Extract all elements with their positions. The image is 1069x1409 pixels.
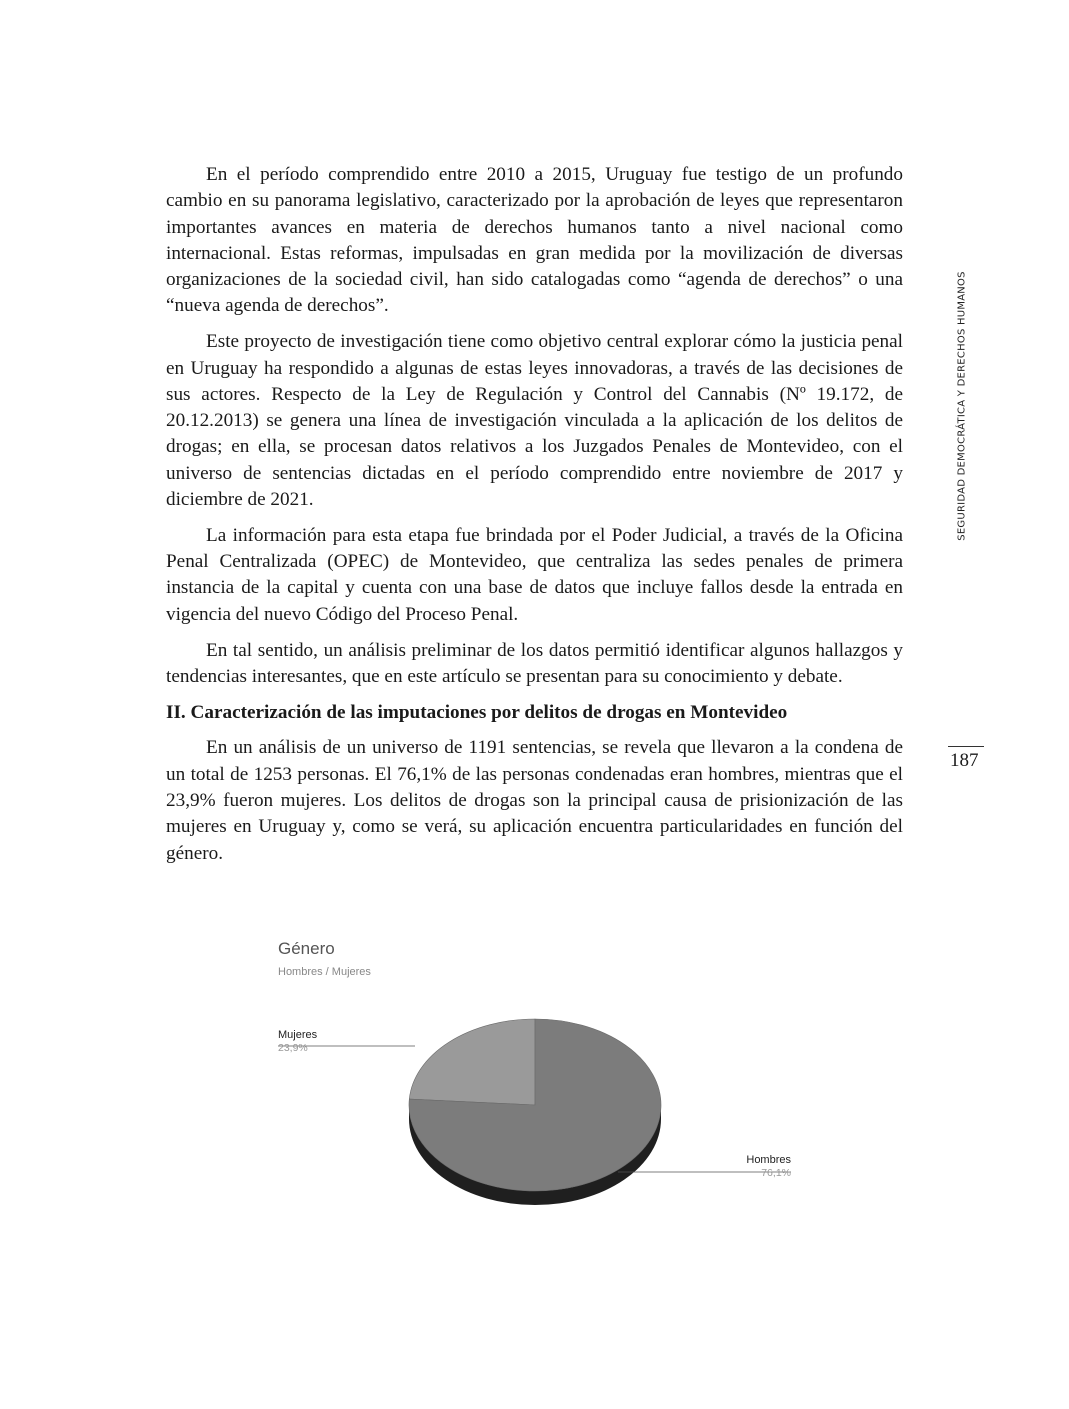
- running-head: [953, 248, 971, 564]
- pie-slice-mujeres: [409, 1019, 535, 1105]
- slice-value-mujeres: 23,9%: [278, 1042, 308, 1054]
- paragraph-1: En el período comprendido entre 2010 a 2015, Uruguay fue testigo de un profundo cambio en su panorama legislativo, caracterizado por la aprobación de leyes que representaron importantes avances en materia de derechos humanos tanto a nivel nacional como internacional. Estas reformas, impulsadas en gran medida por la movilización de diversas organizaciones de la sociedad civil, han sido catalogadas como “agenda de derechos” o una “nueva agenda de derechos”.: [166, 164, 903, 317]
- chart-title: Género: [278, 939, 335, 958]
- paragraph-4: En tal sentido, un análisis preliminar de los datos permitió identificar algunos hallazgos y tendencias interesantes, que en este artículo se presentan para su conocimiento y debate.: [166, 639, 903, 687]
- chart-subtitle: Hombres / Mujeres: [278, 966, 371, 978]
- slice-label-hombres: Hombres: [746, 1154, 791, 1166]
- pie-group: [278, 1019, 791, 1205]
- page-number: 187: [950, 750, 979, 771]
- slice-label-mujeres: Mujeres: [278, 1029, 318, 1041]
- body-text: [166, 162, 903, 876]
- pie-chart-svg: [240, 925, 840, 1225]
- section-heading: II. Caracterización de las imputaciones por delitos de drogas en Montevideo: [166, 701, 788, 723]
- paragraph-3: La información para esta etapa fue brindada por el Poder Judicial, a través de la Oficina Penal Centralizada (OPEC) de Montevideo, que centraliza las sedes penales de primera instancia de la capital y cuenta con una base de datos que incluye fallos desde la entrada en vigencia del nuevo Código del Proceso Penal.: [166, 524, 903, 625]
- paragraph-2: Este proyecto de investigación tiene como objetivo central explorar cómo la justicia penal en Uruguay ha respondido a algunas de estas leyes innovadoras, a través de las decisiones de sus actores. Respecto de la Ley de Regulación y Control del Cannabis (Nº 19.172, de 20.12.2013) se genera una línea de investigación vinculada a la aplicación de los delitos de drogas; en ella, se procesan datos relativos a los Juzgados Penales de Montevideo, con el universo de sentencias dictadas en el período comprendido entre noviembre de 2017 y diciembre de 2021.: [166, 331, 903, 511]
- gender-pie-chart: [240, 925, 840, 1225]
- running-head-text: SEGURIDAD DEMOCRÁTICA Y DERECHOS HUMANOS: [956, 271, 968, 541]
- page-number-rule: [948, 746, 984, 747]
- section-paragraph: En un análisis de un universo de 1191 sentencias, se revela que llevaron a la condena de un total de 1253 personas. El 76,1% de las personas condenadas eran hombres, mientras que el 23,9% fueron mujeres. Los delitos de drogas son la principal causa de prisionización de las mujeres en Uruguay y, como se verá, su aplicación encuentra particularidades en función del género.: [166, 737, 903, 864]
- slice-value-hombres: 76,1%: [761, 1167, 791, 1179]
